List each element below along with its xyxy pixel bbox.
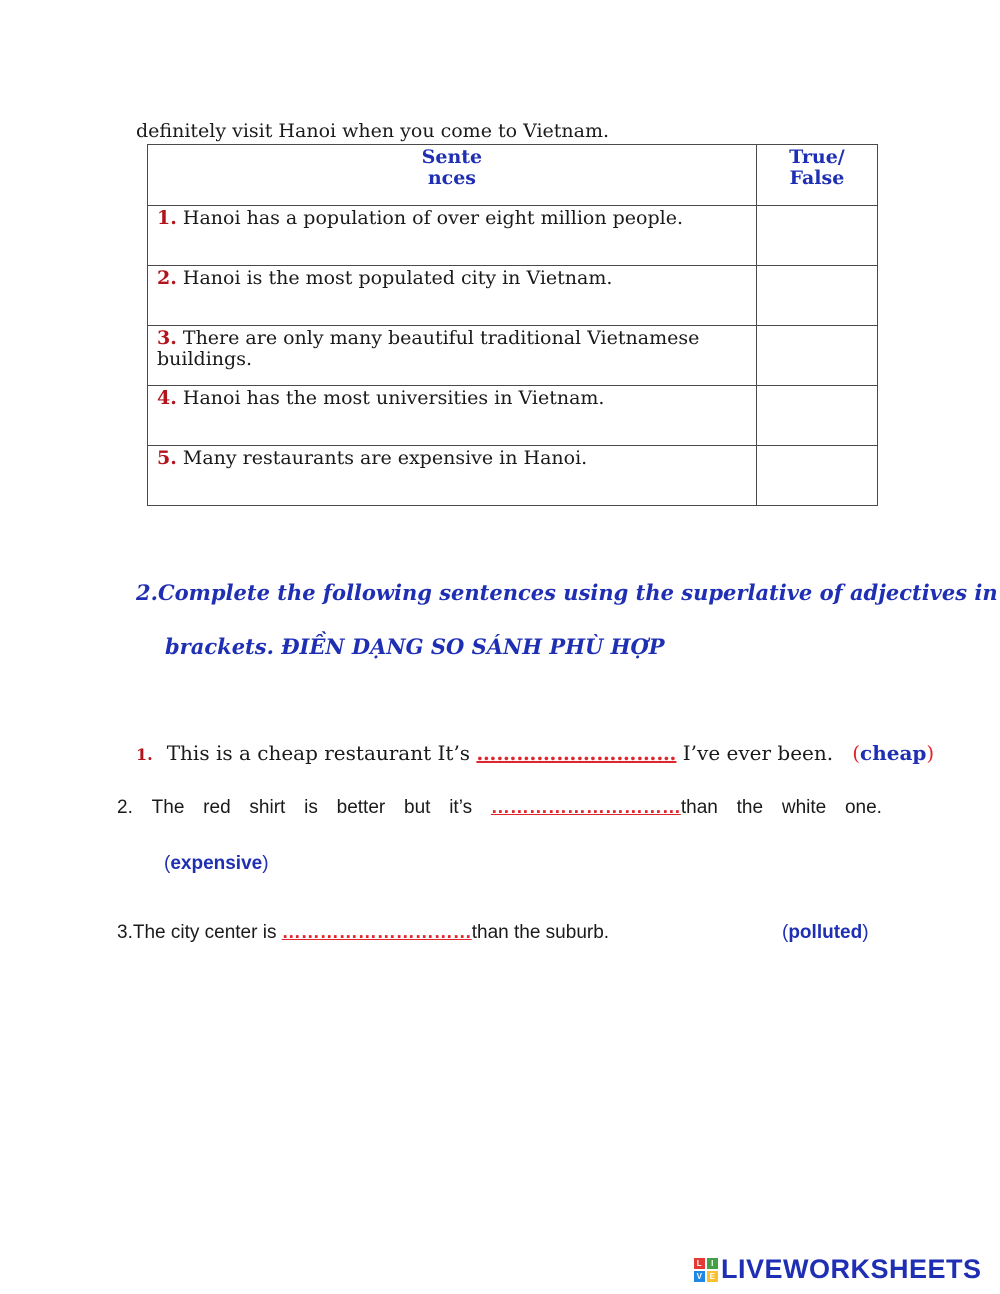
q2-word: red <box>203 797 231 818</box>
q3-hint-line <box>782 922 869 944</box>
row-number: 1. <box>157 207 177 229</box>
q2-word: one. <box>844 797 882 818</box>
q2-word: is <box>304 797 318 818</box>
q3-hint: polluted <box>788 922 863 943</box>
question-3 <box>117 922 609 944</box>
q2-paren-open: ( <box>164 853 171 874</box>
answer-cell[interactable] <box>756 446 877 506</box>
logo-grid-icon <box>694 1258 718 1282</box>
answer-cell[interactable] <box>756 266 877 326</box>
q1-paren-open: ( <box>852 741 861 765</box>
answer-cell[interactable] <box>756 386 877 446</box>
q2-word: white <box>781 797 827 818</box>
row-number: 5. <box>157 447 177 469</box>
q2-paren-close: ) <box>262 853 269 874</box>
q2-word: shirt <box>249 797 286 818</box>
header-true-false <box>756 145 877 206</box>
q3-paren-close: ) <box>862 922 869 943</box>
question-2 <box>117 797 882 819</box>
sentence-cell <box>148 206 757 266</box>
q2-word: it’s <box>449 797 473 818</box>
table-row <box>148 266 878 326</box>
q1-after: I’ve ever been. <box>682 741 834 765</box>
logo-tile: I <box>707 1258 718 1269</box>
q2-word: better <box>336 797 386 818</box>
sentence-text: Many restaurants are expensive in Hanoi. <box>182 447 588 469</box>
sentence-cell <box>148 446 757 506</box>
q3-paren-open: ( <box>782 922 789 943</box>
q2-blank-input[interactable]: ………………………… <box>490 797 681 818</box>
q2-blank-group <box>491 797 718 819</box>
q2-word: the <box>736 797 764 818</box>
q2-hint-line <box>164 853 269 875</box>
intro-text: definitely visit Hanoi when you come to Vietnam. <box>136 120 610 142</box>
brand-name: LIVEWORKSHEETS <box>721 1254 982 1284</box>
table-header-row <box>148 145 878 206</box>
header-tf-line2: False <box>789 167 845 189</box>
liveworksheets-logo[interactable] <box>694 1254 982 1285</box>
table-row <box>148 326 878 386</box>
question-1 <box>136 741 934 765</box>
sentence-cell <box>148 266 757 326</box>
logo-tile: V <box>694 1271 705 1282</box>
header-sentences <box>148 145 757 206</box>
q1-hint: cheap <box>860 741 927 765</box>
q2-word: 2. <box>117 797 133 818</box>
sentence-text: Hanoi is the most populated city in Vietnam. <box>182 267 613 289</box>
header-sentences-line2: nces <box>427 167 476 189</box>
q1-paren-close: ) <box>926 741 935 765</box>
sentence-text: Hanoi has the most universities in Vietnam. <box>182 387 605 409</box>
sentence-text: There are only many beautiful traditional Vietnamese buildings. <box>157 327 700 370</box>
section2-number: 2. <box>136 580 158 605</box>
header-tf-line1: True/ <box>789 146 845 168</box>
section2-line2: brackets. ĐIỀN DẠNG SO SÁNH PHÙ HỢP <box>165 634 665 659</box>
sentence-cell <box>148 326 757 386</box>
logo-tile: L <box>694 1258 705 1269</box>
table-row <box>148 386 878 446</box>
q1-before: This is a cheap restaurant It’s <box>166 741 471 765</box>
q3-blank-input[interactable]: ………………………… <box>281 922 472 943</box>
row-number: 3. <box>157 327 177 349</box>
q1-blank-input[interactable]: ………………………… <box>476 741 677 765</box>
row-number: 2. <box>157 267 177 289</box>
q2-word: than <box>680 797 718 818</box>
row-number: 4. <box>157 387 177 409</box>
q3-after: than the suburb. <box>471 922 610 943</box>
true-false-table <box>147 144 878 506</box>
answer-cell[interactable] <box>756 326 877 386</box>
logo-tile: E <box>707 1271 718 1282</box>
sentence-cell <box>148 386 757 446</box>
q1-number: 1. <box>136 745 153 764</box>
sentence-text: Hanoi has a population of over eight million people. <box>182 207 683 229</box>
table-row <box>148 446 878 506</box>
q2-hint: expensive <box>170 853 263 874</box>
section2-heading <box>136 580 998 605</box>
answer-cell[interactable] <box>756 206 877 266</box>
q2-word: but <box>404 797 431 818</box>
header-sentences-line1: Sente <box>421 146 483 168</box>
q2-word: The <box>151 797 185 818</box>
section2-line1: Complete the following sentences using the superlative of adjectives in <box>157 580 998 605</box>
table-row <box>148 206 878 266</box>
q3-before: 3.The city center is <box>117 922 277 943</box>
